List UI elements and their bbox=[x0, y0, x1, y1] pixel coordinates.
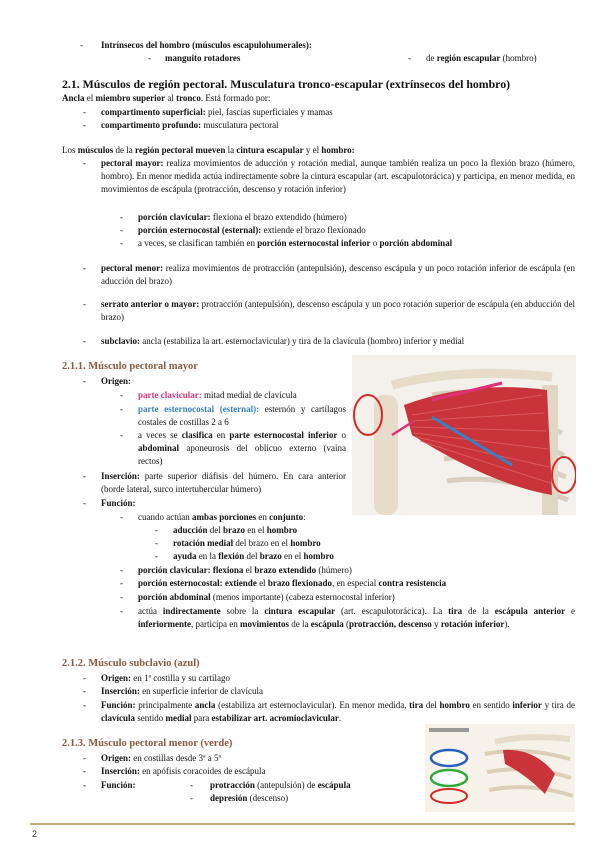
bullet-dash: - bbox=[83, 498, 86, 508]
subclavio-funcion: Función: principalmente ancla (estabiliza art esternoclavicular). En menor medida, tira del hombro en sentido inferior y tira de clavícula sentido medial para estabilizar art. acromioclavicular. bbox=[101, 700, 575, 723]
bullet-dash: - bbox=[120, 225, 123, 235]
subclavio-insercion: Inserción: en superficie inferior de clavícula bbox=[101, 686, 264, 696]
bullet-dash: - bbox=[120, 390, 123, 400]
subclavio-marker bbox=[431, 750, 467, 766]
pm-f1: cuando actúan ambas porciones en conjunto: bbox=[138, 512, 306, 522]
pmenor-funcion-label: Función: bbox=[101, 780, 136, 790]
serrato-desc: serrato anterior o mayor: protracción (antepulsión), descenso escápula y un poco rotación superior de escápula (en abducción del brazo) bbox=[101, 299, 576, 322]
comp-profundo: compartimento profundo: musculatura pectoral bbox=[101, 120, 279, 130]
pmenor-origen: Origen: en costillas desde 3ª a 5ª bbox=[101, 753, 221, 763]
bullet-dash: - bbox=[120, 565, 123, 575]
pectoral-menor-title: 2.1.3. Músculo pectoral menor (verde) bbox=[62, 738, 233, 749]
section-intro: Ancla el miembro superior al tronco. Está formado por: bbox=[62, 93, 271, 103]
bullet-dash: - bbox=[120, 578, 123, 588]
bullet-dash: - bbox=[83, 673, 86, 683]
bullet-dash: - bbox=[120, 430, 123, 440]
pm-sub-esternocostal: porción esternocostal (esternal): extiende el brazo flexionado bbox=[138, 225, 366, 235]
pm-origen-clavicular: parte clavicular: mitad medial de clavícula bbox=[138, 390, 297, 400]
section-title: 2.1. Músculos de región pectoral. Musculatura tronco-escapular (extrínsecos del hombro) bbox=[62, 77, 511, 91]
intrinsic-sub1: manguito rotadores bbox=[165, 53, 241, 63]
pm-origen-abdominal: a veces se clasifica en parte esternocostal inferior o abdominal aponeurosis del oblicuo externo (vaina rectos) bbox=[138, 430, 347, 466]
pectoral-menor-figure bbox=[425, 724, 575, 812]
pm-origen-label: Origen: bbox=[101, 376, 131, 386]
pm-f1a: aducción del brazo en el hombro bbox=[173, 525, 298, 535]
intrinsic-line: Intrínsecos del hombro (músculos escapulohumerales): bbox=[101, 40, 312, 50]
bullet-dash: - bbox=[120, 404, 123, 414]
bullet-dash: - bbox=[83, 263, 86, 273]
pm-insercion: Inserción: parte superior diáfisis del húmero. En cara anterior (borde lateral, surco intertubercular húmero) bbox=[101, 471, 346, 494]
bullet-dash: - bbox=[83, 107, 86, 117]
label-line bbox=[429, 728, 469, 732]
humerus bbox=[374, 395, 398, 515]
bullet-dash: - bbox=[155, 525, 158, 535]
bullet-dash: - bbox=[83, 700, 86, 710]
bullet-dash: - bbox=[120, 238, 123, 248]
bullet-dash: - bbox=[80, 40, 83, 50]
bullet-dash: - bbox=[120, 212, 123, 222]
subclavio-origen: Origen: en 1ª costilla y su cartílago bbox=[101, 673, 230, 683]
bullet-dash: - bbox=[83, 753, 86, 763]
subclavio-title: 2.1.2. Músculo subclavio (azul) bbox=[62, 658, 200, 669]
bullet-dash: - bbox=[83, 376, 86, 386]
pm-sub-abdominal: a veces, se clasifican también en porción esternocostal inferior o porción abdominal bbox=[138, 238, 453, 248]
page-number: 2 bbox=[32, 829, 38, 839]
bullet-dash: - bbox=[83, 686, 86, 696]
pectoral-mayor-title: 2.1.1. Músculo pectoral mayor bbox=[62, 361, 198, 372]
pectoral-mayor-figure bbox=[352, 355, 576, 515]
pm-f4: porción abdominal (menos importante) (cabeza esternocostal inferior) bbox=[138, 592, 395, 602]
bullet-dash: - bbox=[155, 551, 158, 561]
pectoral-menor-marker bbox=[431, 770, 467, 786]
bullet-dash: - bbox=[190, 780, 193, 790]
muscles-lead: Los músculos de la región pectoral mueven la cintura escapular y el hombro: bbox=[62, 145, 355, 155]
bullet-dash: - bbox=[155, 538, 158, 548]
pm-sub-clavicular: porción clavicular: flexiona el brazo extendido (húmero) bbox=[138, 212, 347, 222]
pmenor-insercion: Inserción: en apófisis coracoides de escápula bbox=[101, 766, 266, 776]
intrinsic-sub2: de región escapular (hombro) bbox=[426, 53, 537, 63]
footer-line bbox=[30, 823, 575, 825]
pectoral-menor-desc: pectoral menor: realiza movimientos de protracción (antepulsión), descenso escápula y un poco rotación inferior de escápula (en aducción del brazo) bbox=[101, 263, 576, 286]
pmenor-f1: protracción (antepulsión) de escápula bbox=[210, 780, 351, 790]
bullet-dash: - bbox=[83, 780, 86, 790]
pm-f1c: ayuda en la flexión del brazo en el hombro bbox=[173, 551, 334, 561]
pm-funcion-label: Función: bbox=[101, 498, 136, 508]
bullet-dash: - bbox=[83, 471, 86, 481]
pm-origen-esternocostal: parte esternocostal (esternal): esternón y cartílagos costales de costillas 2 a 6 bbox=[138, 404, 346, 427]
bullet-dash: - bbox=[148, 53, 151, 63]
pm-f3: porción esternocostal: extiende el brazo flexionado, en especial contra resistencia bbox=[138, 578, 447, 588]
bullet-dash: - bbox=[408, 53, 411, 63]
subclavio-desc: subclavio: ancla (estabiliza la art. esternoclavicular) y tira de la clavícula (hombro) inferior y medial bbox=[101, 336, 465, 346]
pm-f5: actúa indirectamente sobre la cintura escapular (art. escapulotorácica). La tira de la escápula anterior e inferiormente, participa en movimientos de la escápula (protracción, descenso y rotación inferior). bbox=[138, 606, 575, 629]
bullet-dash: - bbox=[83, 336, 86, 346]
bullet-dash: - bbox=[83, 158, 86, 168]
bullet-dash: - bbox=[83, 299, 86, 309]
bullet-dash: - bbox=[83, 766, 86, 776]
bullet-dash: - bbox=[83, 120, 86, 130]
bullet-dash: - bbox=[190, 793, 193, 803]
bullet-dash: - bbox=[120, 512, 123, 522]
comp-superficial: compartimento superficial: piel, fascias superficiales y mamas bbox=[101, 107, 333, 117]
pm-f2: porción clavicular: flexiona el brazo extendido (húmero) bbox=[138, 565, 352, 575]
bullet-dash: - bbox=[120, 606, 123, 616]
pm-f1b: rotación medial del brazo en el hombro bbox=[173, 538, 321, 548]
bullet-dash: - bbox=[120, 592, 123, 602]
pmenor-f2: depresión (descenso) bbox=[210, 793, 289, 803]
pectoral-mayor-desc: pectoral mayor: realiza movimientos de aducción y rotación medial, aunque también realiza un poco la flexión brazo (húmero, hombro). En menor medida actúa indirectamente sobre la cintura escapular (art. escapulotorácica) y participa, en menor medida, en movimientos de escápula (protracción, descenso y rotación inferior) bbox=[101, 158, 575, 194]
